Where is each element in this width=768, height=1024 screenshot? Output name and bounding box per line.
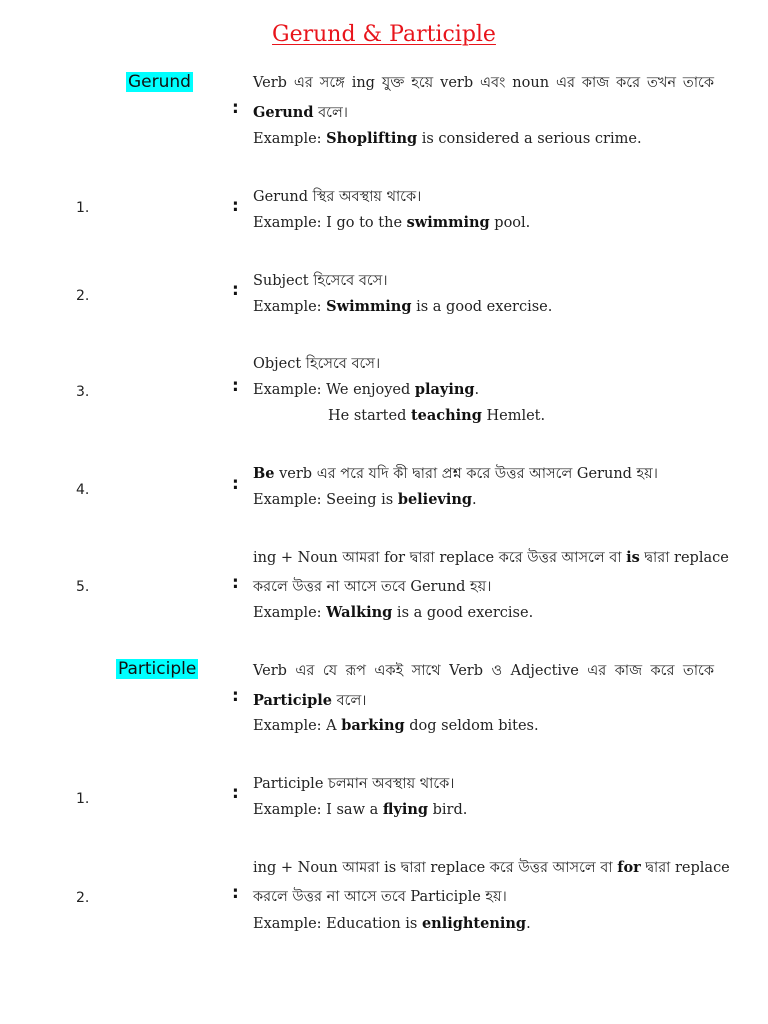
gerund-rule-text-line2: করলে উত্তর না আসে তবে Gerund হয়। [253, 579, 492, 595]
example-suffix: is a good exercise. [392, 605, 534, 621]
participle-heading: Participle [118, 659, 197, 679]
example-suffix: dog seldom bites. [404, 718, 539, 734]
example-keyword: Shoplifting [326, 130, 418, 147]
page-title: Gerund & Participle [272, 22, 496, 47]
rule-keyword: for [617, 859, 641, 876]
gerund-rule-example [253, 214, 530, 231]
example-keyword: Swimming [326, 298, 412, 315]
example-keyword: teaching [410, 407, 482, 424]
gerund-rule-example-2 [328, 407, 545, 424]
participle-definition-suffix: বলে। [331, 693, 367, 709]
example-suffix: is a good exercise. [411, 299, 553, 315]
participle-rule-example [253, 915, 531, 932]
example-suffix: bird. [428, 802, 468, 818]
example-suffix: . [474, 382, 480, 398]
participle-rule-text-line2: করলে উত্তর না আসে তবে Participle হয়। [253, 889, 507, 905]
gerund-rule-example [253, 604, 533, 621]
example-prefix: Example: I saw a [253, 802, 383, 818]
example-keyword: flying [382, 801, 429, 818]
example-keyword: playing [414, 381, 475, 398]
example-prefix: Example: [253, 131, 327, 147]
example-suffix: is considered a serious crime. [417, 131, 642, 147]
gerund-rule-number: 5. [76, 579, 90, 595]
example-keyword: Walking [326, 604, 393, 621]
example-suffix: pool. [489, 215, 531, 231]
example-prefix: Example: Education is [253, 916, 422, 932]
example-prefix: He started [328, 408, 411, 424]
gerund-rule-number: 4. [76, 482, 90, 498]
example-suffix: Hemlet. [481, 408, 546, 424]
gerund-rule-example [253, 298, 552, 315]
example-prefix: Example: We enjoyed [253, 382, 415, 398]
colon-marker: : [232, 196, 239, 216]
gerund-heading: Gerund [128, 72, 191, 92]
participle-term: Participle [253, 692, 332, 709]
gerund-rule-text: Subject হিসেবে বসে। [253, 273, 388, 289]
gerund-rule-number: 2. [76, 288, 90, 304]
example-keyword: barking [341, 717, 405, 734]
gerund-rule-text-line1 [253, 547, 729, 571]
example-prefix: Example: [253, 605, 327, 621]
gerund-definition-line2 [253, 102, 348, 126]
rule-text-rest: verb এর পরে যদি কী দ্বারা প্রশ্ন করে উত্তর আসলে Gerund হয়। [274, 466, 658, 482]
gerund-rule-example [253, 491, 477, 508]
example-keyword: swimming [406, 214, 490, 231]
example-prefix: Example: A [253, 718, 342, 734]
example-prefix: Example: I go to the [253, 215, 407, 231]
colon-marker: : [232, 474, 239, 494]
colon-marker: : [232, 783, 239, 803]
colon-marker: : [232, 573, 239, 593]
colon-marker: : [232, 686, 239, 706]
rule-text-prefix: ing + Noun আমরা is দ্বারা replace করে উত্তর আসলে বা [253, 860, 618, 876]
example-suffix: . [526, 916, 531, 932]
rule-text-prefix: ing + Noun আমরা for দ্বারা replace করে উত্তর আসলে বা [253, 550, 627, 566]
gerund-rule-example [253, 381, 479, 398]
participle-definition-example [253, 717, 539, 734]
rule-keyword: is [626, 549, 640, 566]
participle-rule-text-line1 [253, 857, 730, 881]
gerund-definition-suffix: বলে। [313, 105, 348, 121]
participle-rule-example [253, 801, 467, 818]
colon-marker: : [232, 376, 239, 396]
participle-definition-line1: Verb এর যে রূপ একই সাথে Verb ও Adjective এর কাজ করে তাকে [253, 663, 714, 679]
rule-text-rest: দ্বারা replace [639, 550, 729, 566]
gerund-rule-text: Gerund স্থির অবস্থায় থাকে। [253, 189, 422, 205]
participle-rule-text: Participle চলমান অবস্থায় থাকে। [253, 776, 455, 792]
example-keyword: believing [397, 491, 473, 508]
example-keyword: enlightening [421, 915, 527, 932]
gerund-rule-text [253, 463, 658, 487]
gerund-definition-example [253, 130, 642, 147]
gerund-rule-number: 3. [76, 384, 90, 400]
example-prefix: Example: Seeing is [253, 492, 398, 508]
rule-keyword: Be [253, 465, 275, 482]
colon-marker: : [232, 883, 239, 903]
gerund-rule-text: Object হিসেবে বসে। [253, 356, 381, 372]
gerund-term: Gerund [253, 104, 314, 121]
gerund-definition-line1: Verb এর সঙ্গে ing যুক্ত হয়ে verb এবং noun এর কাজ করে তখন তাকে [253, 75, 714, 91]
participle-rule-number: 1. [76, 791, 90, 807]
rule-text-rest: দ্বারা replace [640, 860, 730, 876]
example-prefix: Example: [253, 299, 327, 315]
participle-definition-line2 [253, 690, 366, 714]
example-suffix: . [472, 492, 477, 508]
colon-marker: : [232, 280, 239, 300]
gerund-rule-number: 1. [76, 200, 90, 216]
participle-rule-number: 2. [76, 890, 90, 906]
colon-marker: : [232, 98, 239, 118]
